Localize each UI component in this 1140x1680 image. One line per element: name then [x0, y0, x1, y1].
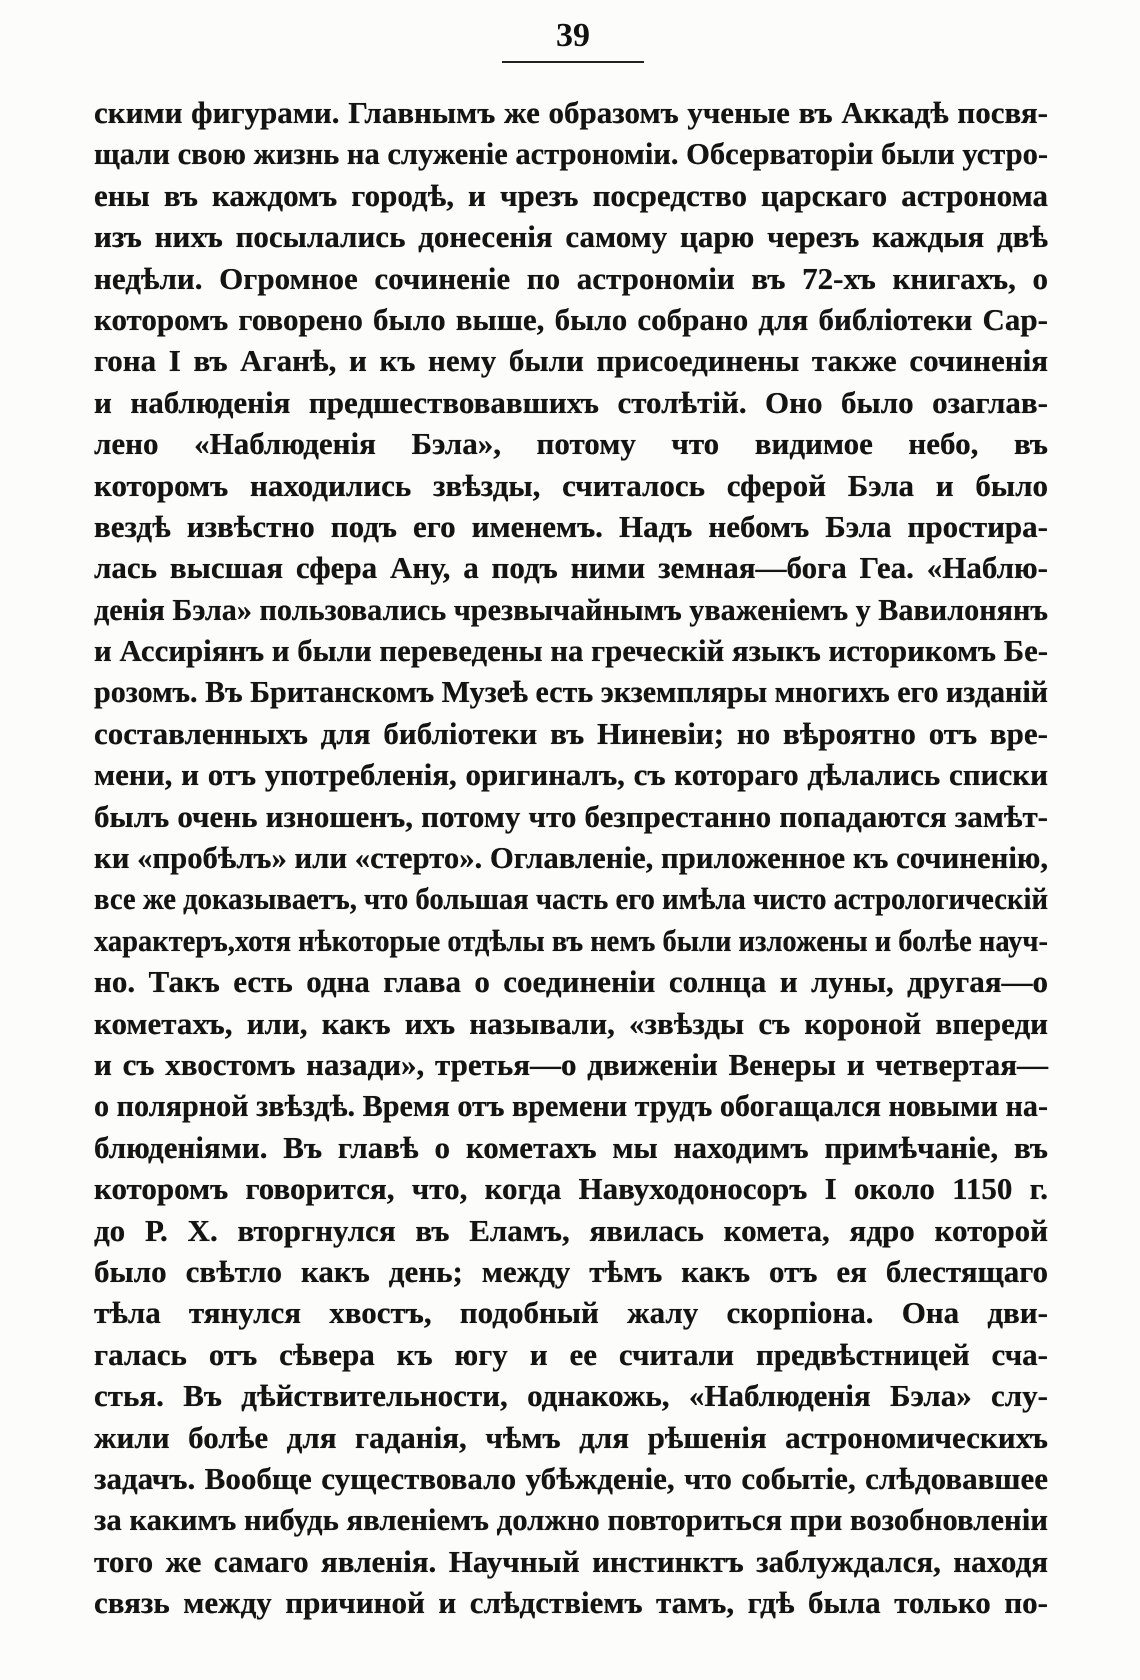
body-text-line: ки «пробѣлъ» или «стерто». Оглавленіе, приложенное къ сочиненію, [94, 840, 1048, 876]
body-text-line: которомъ находились звѣзды, считалось сферой Бэла и было [94, 467, 1048, 503]
body-text-line: задачъ. Вообще существовало убѣжденіе, что событіе, слѣдовавшее [94, 1460, 1048, 1496]
body-text-line: о полярной звѣздѣ. Время отъ времени трудъ обогащался новыми на- [94, 1088, 1048, 1124]
body-text-line: связь между причиной и слѣдствіемъ тамъ, гдѣ была только по- [94, 1585, 1048, 1621]
body-text-line: кометахъ, или, какъ ихъ называли, «звѣзды съ короной впереди [94, 1005, 1048, 1041]
body-text-line: скими фигурами. Главнымъ же образомъ ученые въ Аккадѣ посвя- [94, 95, 1048, 130]
body-text-line: изъ нихъ посылались донесенія самому царю черезъ каждыя двѣ [94, 219, 1048, 255]
body-text-line: лено «Наблюденія Бэла», потому что видимое небо, въ [94, 426, 1048, 462]
body-text-line: гона I въ Аганѣ, и къ нему были присоединены также сочиненія [94, 343, 1048, 379]
body-text-line: вездѣ извѣстно подъ его именемъ. Надъ небомъ Бэла простира- [94, 508, 1048, 544]
body-text-line: былъ очень изношенъ, потому что безпрестанно попадаются замѣт- [94, 798, 1048, 834]
body-text-line: того же самаго явленія. Научный инстинктъ заблуждался, находя [94, 1543, 1048, 1579]
body-text-line: жили болѣе для гаданія, чѣмъ для рѣшенія астрономическихъ [94, 1419, 1048, 1455]
body-text-line: которомъ говорится, что, когда Навуходоносоръ I около 1150 г. [94, 1171, 1048, 1207]
body-text-line: мени, и отъ употребленія, оригиналъ, съ котораго дѣлались списки [94, 757, 1048, 793]
body-text-line: тѣла тянулся хвостъ, подобный жалу скорпіона. Она дви- [94, 1295, 1048, 1331]
body-text-line: галась отъ сѣвера къ югу и ее считали предвѣстницей сча- [94, 1336, 1048, 1372]
body-text-line: щали свою жизнь на служеніе астрономіи. Обсерваторіи были устро- [94, 136, 1048, 172]
body-text-line: и наблюденія предшествовавшихъ столѣтій. Оно было озаглав- [94, 384, 1048, 420]
body-text-line: денія Бэла» пользовались чрезвычайнымъ уваженіемъ у Вавилонянъ [94, 591, 1048, 627]
body-text-line: и съ хвостомъ назади», третья—о движеніи Венеры и четвертая— [94, 1046, 1048, 1082]
body-text-line: блюденіями. Въ главѣ о кометахъ мы находимъ примѣчаніе, въ [94, 1129, 1048, 1165]
body-text-line: характеръ,хотя нѣкоторые отдѣлы въ немъ были изложены и болѣе науч- [94, 922, 1048, 958]
page-number-rule [502, 61, 644, 63]
body-text-line: которомъ говорено было выше, было собрано для библіотеки Сар- [94, 301, 1048, 337]
body-text-line: ены въ каждомъ городѣ, и чрезъ посредство царскаго астронома [94, 177, 1048, 213]
body-text-line: недѣли. Огромное сочиненіе по астрономіи въ 72-хъ книгахъ, о [94, 260, 1048, 296]
body-text-line: розомъ. Въ Британскомъ Музеѣ есть экземпляры многихъ его изданій [94, 674, 1048, 710]
body-text [94, 92, 1048, 1623]
body-text-line: и Ассиріянъ и были переведены на греческій языкъ историкомъ Бе- [94, 633, 1048, 669]
body-text-line: все же доказываетъ, что большая часть его имѣла чисто астрологическій [94, 881, 1048, 917]
body-text-line: но. Такъ есть одна глава о соединеніи солнца и луны, другая—о [94, 964, 1048, 1000]
page-number: 39 [556, 17, 590, 54]
body-text-line: составленныхъ для библіотеки въ Ниневіи; но вѣроятно отъ вре- [94, 715, 1048, 751]
body-text-line: стья. Въ дѣйствительности, однакожь, «Наблюденія Бэла» слу- [94, 1378, 1048, 1414]
body-text-line: до Р. Х. вторгнулся въ Еламъ, явилась комета, ядро которой [94, 1212, 1048, 1248]
body-text-line: за какимъ нибудь явленіемъ должно повториться при возобновленіи [94, 1502, 1048, 1538]
body-text-line: лась высшая сфера Ану, а подъ ними земная—бога Геа. «Наблю- [94, 550, 1048, 586]
body-text-line: было свѣтло какъ день; между тѣмъ какъ отъ ея блестящаго [94, 1253, 1048, 1289]
